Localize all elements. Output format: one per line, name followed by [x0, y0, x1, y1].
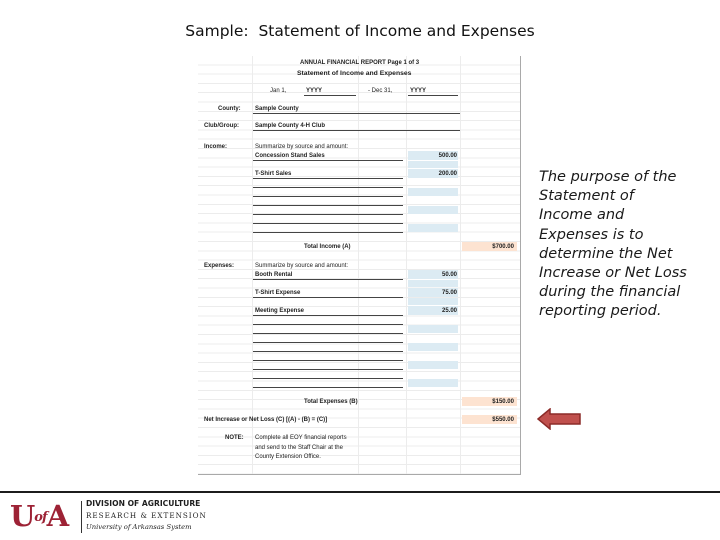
expense-amount-cell: [408, 379, 458, 387]
slide-title: Sample: Statement of Income and Expenses: [185, 22, 535, 40]
county-value: Sample County: [255, 106, 299, 112]
income-item-name: T-Shirt Sales: [255, 171, 292, 177]
expense-amount-cell: [408, 361, 458, 369]
total-expenses-label: Total Expenses (B): [304, 399, 358, 405]
expense-blank-line: [253, 342, 403, 343]
expense-blank-line: [253, 387, 403, 388]
expense-blank-line: [253, 324, 403, 325]
note-line: Complete all EOY financial reports: [255, 435, 347, 441]
period-start-label: Jan 1,: [270, 88, 287, 94]
income-item-amount: 200.00: [438, 171, 457, 177]
total-expenses-value: $150.00: [492, 399, 514, 405]
report-header: ANNUAL FINANCIAL REPORT Page 1 of 3: [300, 60, 420, 66]
income-label: Income:: [204, 144, 228, 150]
expenses-instruction: Summarize by source and amount:: [255, 263, 349, 269]
expense-blank-line: [253, 360, 403, 361]
income-item-name: Concession Stand Sales: [255, 153, 325, 159]
note-line: County Extension Office.: [255, 454, 321, 460]
expense-item-name: Meeting Expense: [255, 308, 305, 314]
expense-item-amount: 75.00: [441, 290, 457, 296]
expense-amount-cell: [408, 280, 458, 287]
expense-item-amount: 50.00: [441, 272, 457, 278]
note-label: NOTE:: [225, 435, 244, 441]
club-label: Club/Group:: [204, 123, 239, 129]
income-item-underline: [253, 178, 403, 179]
note-line: and send to the Staff Chair at the: [255, 445, 343, 451]
logo-line-university: University of Arkansas System: [86, 523, 192, 531]
income-amount-cell: [408, 206, 458, 214]
expense-item-underline: [253, 315, 403, 316]
division-logo: [6, 497, 206, 537]
income-blank-line: [253, 196, 403, 197]
income-blank-line: [253, 187, 403, 188]
income-amount-cell: [408, 161, 458, 168]
period-start-underline: [304, 95, 356, 96]
report-title: Statement of Income and Expenses: [297, 70, 412, 77]
period-end-year: YYYY: [410, 88, 427, 94]
left-arrow-shape: [538, 409, 580, 429]
income-item-underline: [253, 160, 403, 161]
slide-description: The purpose of the Statement of Income and Expenses is to determine the Net Increase or Net Loss during the financial reporting period.: [539, 169, 687, 320]
expense-blank-line: [253, 351, 403, 352]
club-value: Sample County 4-H Club: [255, 123, 326, 129]
logo-line-research: RESEARCH & EXTENSION: [86, 511, 207, 520]
income-instruction: Summarize by source and amount:: [255, 144, 349, 150]
expense-blank-line: [253, 369, 403, 370]
income-item-amount: 500.00: [438, 153, 457, 159]
period-end-label: - Dec 31,: [368, 88, 393, 94]
total-income-value: $700.00: [492, 244, 514, 250]
income-amount-cell: [408, 224, 458, 232]
left-arrow-icon: [537, 408, 581, 430]
expense-blank-line: [253, 333, 403, 334]
income-blank-line: [253, 205, 403, 206]
income-blank-line: [253, 223, 403, 224]
expense-amount-cell: [408, 325, 458, 333]
expense-item-name: T-Shirt Expense: [255, 290, 301, 296]
financial-report-sheet: [198, 56, 521, 475]
logo-line-division: DIVISION OF AGRICULTURE: [86, 499, 201, 508]
expense-item-underline: [253, 297, 403, 298]
income-blank-line: [253, 232, 403, 233]
expense-item-name: Booth Rental: [255, 272, 293, 278]
county-underline: [253, 113, 460, 114]
expense-amount-cell: [408, 343, 458, 351]
county-label: County:: [218, 106, 241, 112]
period-end-underline: [408, 95, 458, 96]
net-label: Net Increase or Net Loss (C) [(A) - (B) = (C)]: [204, 417, 328, 423]
expense-blank-line: [253, 378, 403, 379]
expense-item-amount: 25.00: [441, 308, 457, 314]
club-underline: [253, 130, 460, 131]
net-value: $550.00: [492, 417, 514, 423]
uofa-logo-mark: UofA: [10, 499, 69, 533]
total-income-label: Total Income (A): [304, 244, 351, 250]
expenses-label: Expenses:: [204, 263, 235, 269]
footer-divider: [0, 491, 720, 493]
income-amount-cell: [408, 188, 458, 196]
logo-divider: [81, 501, 82, 533]
expense-item-underline: [253, 279, 403, 280]
income-blank-line: [253, 214, 403, 215]
period-start-year: YYYY: [306, 88, 323, 94]
expense-amount-cell: [408, 298, 458, 305]
